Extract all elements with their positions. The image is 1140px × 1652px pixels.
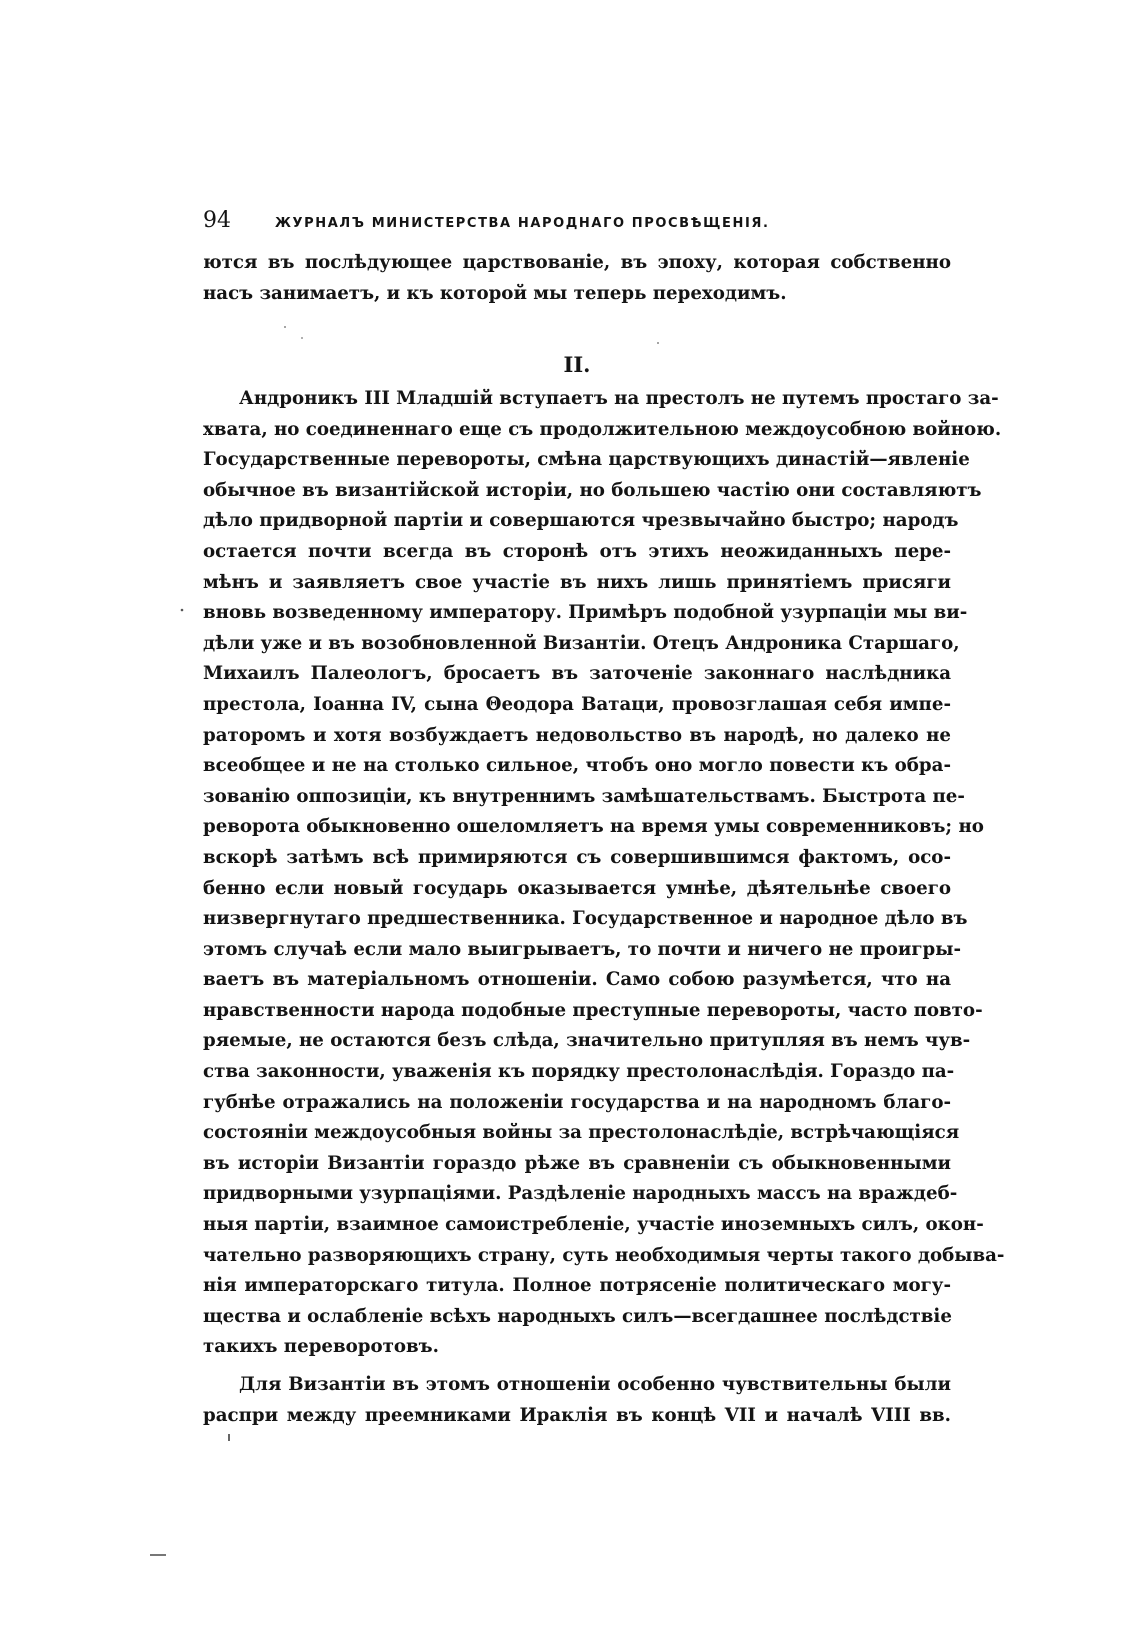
- text-line: распри между преемниками Ираклія въ концѣ VII и началѣ VIII вв.: [203, 1404, 951, 1426]
- text-line: чательно разворяющихъ страну, суть необходимыя черты такого добыва-: [203, 1244, 1005, 1266]
- text-line: обычное въ византійской исторіи, но большею частію они составляютъ: [203, 479, 982, 501]
- text-line: престола, Іоанна IV, сына Θеодора Ватаци, провозглашая себя импе-: [203, 693, 951, 715]
- ink-speck: [228, 1434, 230, 1441]
- text-line: раторомъ и хотя возбуждаетъ недовольство въ народѣ, но далеко не: [203, 724, 951, 746]
- text-line: въ исторіи Византіи гораздо рѣже въ сравненіи съ обыкновенными: [203, 1152, 951, 1174]
- text-line: низвергнутаго предшественника. Государственное и народное дѣло въ: [203, 908, 968, 930]
- text-line: Государственные перевороты, смѣна царствующихъ династій—явленіе: [203, 449, 970, 471]
- text-line: хвата, но соединеннаго еще съ продолжительною междоусобною войною.: [203, 418, 1002, 440]
- paragraph-1: [203, 384, 1005, 1363]
- text-line: вновь возведенному императору. Примѣръ подобной узурпаціи мы ви-: [203, 602, 968, 624]
- text-line: Для Византіи въ этомъ отношеніи особенно чувствительны были: [239, 1374, 951, 1395]
- text-line: ряемые, не остаются безъ слѣда, значительно притупляя въ немъ чув-: [203, 1030, 971, 1052]
- text-line: нравственности народа подобные преступные перевороты, часто повто-: [203, 999, 983, 1021]
- text-line: насъ занимаетъ, и къ которой мы теперь переходимъ.: [203, 282, 787, 304]
- text-line: щества и ослабленіе всѣхъ народныхъ силъ—всегдашнее послѣдствіе: [203, 1305, 952, 1327]
- intro-text: [203, 248, 951, 309]
- text-line: ства законности, уваженія къ порядку престолонаслѣдія. Гораздо па-: [203, 1061, 955, 1083]
- text-line: Андроникъ III Младшій вступаетъ на престолъ не путемъ простаго за-: [239, 388, 999, 409]
- running-head: ЖУРНАЛЪ МИНИСТЕРСТВА НАРОДНАГО ПРОСВѢЩЕНІЯ.: [275, 216, 770, 231]
- ink-speck: [301, 337, 303, 339]
- ink-speck: [284, 326, 286, 328]
- page-number: 94: [203, 208, 231, 233]
- page-header: [203, 208, 943, 238]
- ink-speck: [150, 1554, 166, 1556]
- text-line: дѣло придворной партіи и совершаются чрезвычайно быстро; народъ: [203, 510, 959, 532]
- text-line: нія императорскаго титула. Полное потрясеніе политическаго могу-: [203, 1275, 951, 1297]
- text-line: такихъ переворотовъ.: [203, 1336, 439, 1358]
- text-line: придворными узурпаціями. Раздѣленіе народныхъ массъ на враждеб-: [203, 1183, 958, 1205]
- text-line: состояніи междоусобныя войны за престолонаслѣдіе, встрѣчающіяся: [203, 1122, 960, 1144]
- text-line: реворота обыкновенно ошеломляетъ на время умы современниковъ; но: [203, 816, 984, 838]
- text-line: этомъ случаѣ если мало выигрываетъ, то почти и ничего не проигры-: [203, 938, 962, 960]
- text-line: бенно если новый государь оказывается умнѣе, дѣятельнѣе своего: [203, 877, 951, 899]
- text-line: ваетъ въ матеріальномъ отношеніи. Само собою разумѣется, что на: [203, 969, 951, 991]
- text-line: ныя партіи, взаимное самоистребленіе, участіе иноземныхъ силъ, окон-: [203, 1214, 984, 1236]
- text-line: дѣли уже и въ возобновленной Византіи. Отецъ Андроника Старшаго,: [203, 632, 960, 654]
- ink-speck: [181, 609, 184, 612]
- text-line: губнѣе отражались на положеніи государства и на народномъ благо-: [203, 1091, 951, 1113]
- text-line: мѣнъ и заявляетъ свое участіе въ нихъ лишь принятіемъ присяги: [203, 571, 951, 593]
- text-line: всеобщее и не на столько сильное, чтобъ оно могло повести къ обра-: [203, 755, 951, 777]
- text-line: зованію оппозиціи, къ внутреннимъ замѣшательствамъ. Быстрота пе-: [203, 785, 965, 807]
- text-line: вскорѣ затѣмъ всѣ примиряются съ совершившимся фактомъ, осо-: [203, 846, 951, 868]
- text-line: Михаилъ Палеологъ, бросаетъ въ заточеніе законнаго наслѣдника: [203, 663, 951, 685]
- section-title: II.: [563, 352, 591, 377]
- ink-speck: [657, 342, 659, 344]
- text-line: ются въ послѣдующее царствованіе, въ эпоху, которая собственно: [203, 252, 951, 273]
- text-line: остается почти всегда въ сторонѣ отъ этихъ неожиданныхъ пере-: [203, 540, 951, 562]
- paragraph-2: [203, 1370, 951, 1431]
